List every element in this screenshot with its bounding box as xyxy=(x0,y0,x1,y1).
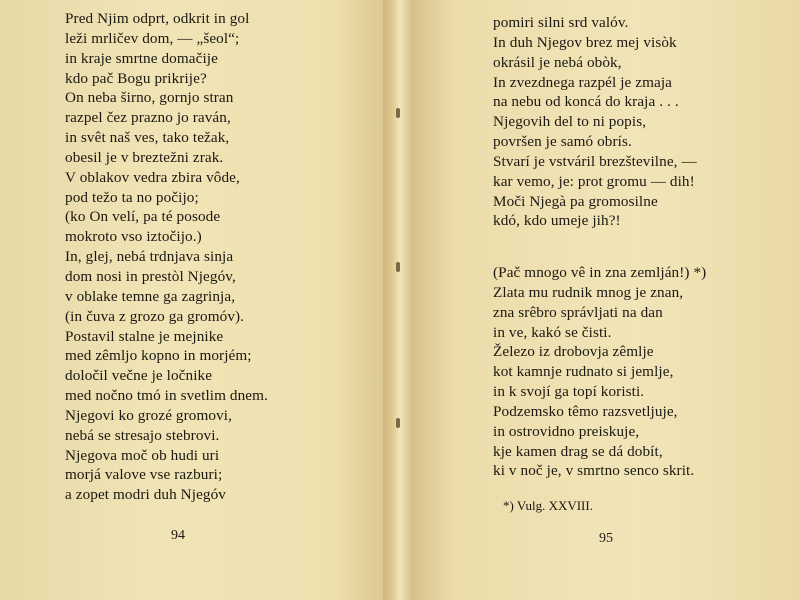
verse-line: nebá se stresajo stebrovi. xyxy=(65,426,220,444)
verse-line: Moči Njegà pa gromosilne xyxy=(493,192,658,210)
verse-line: obesil je v breztežni zrak. xyxy=(65,148,224,166)
footnote: *) Vulg. XXVIII. xyxy=(503,498,593,513)
verse-line: površen je samó obrís. xyxy=(493,133,632,151)
verse-line: On neba širno, gornjo stran xyxy=(65,89,234,107)
right-page-stanza-two xyxy=(493,263,706,481)
verse-line: Stvarí je vstváril brezštevilne, — xyxy=(493,152,697,170)
verse-line: dom nosi in prestòl Njegóv, xyxy=(65,267,236,285)
verse-line: v oblake temne ga zagrinja, xyxy=(65,287,236,305)
verse-line: (Pač mnogo vê in zna zemlján!) *) xyxy=(493,264,707,281)
verse-line: med zêmljo kopno in morjém; xyxy=(65,347,252,365)
verse-line: kar vemo, je: prot gromu — dih! xyxy=(493,172,695,190)
verse-line: in ostrovidno preiskuje, xyxy=(493,422,640,440)
verse-line: Njegova moč ob hudi uri xyxy=(65,446,220,464)
verse-line: na nebu od koncá do kraja . . . xyxy=(493,93,679,111)
verse-line: zna srêbro správljati na dan xyxy=(493,303,663,321)
verse-line: In zvezdnega razpél je zmaja xyxy=(493,73,673,91)
verse-line: leži mrličev dom, — „šeol“; xyxy=(65,29,240,47)
binding-stitch xyxy=(396,418,400,428)
binding-stitch xyxy=(396,108,400,118)
verse-line: in k svojí ga topí koristi. xyxy=(493,383,645,401)
verse-line: kje kamen drag se dá dobít, xyxy=(493,442,663,460)
verse-line: kdó, kdo umeje jih?! xyxy=(493,212,621,230)
verse-line: ki v noč je, v smrtno senco skrit. xyxy=(493,462,695,480)
verse-line: kot kamnje rudnato si jemlje, xyxy=(493,363,674,381)
verse-line: In, glej, nebá trdnjava sinja xyxy=(65,248,234,266)
verse-line: Železo iz drobovja zêmlje xyxy=(493,343,654,361)
verse-line: (in čuva z grozo ga gromóv). xyxy=(65,307,245,325)
binding-stitch xyxy=(396,262,400,272)
verse-line: in kraje smrtne domačije xyxy=(65,49,218,67)
verse-line: morjá valove vse razburi; xyxy=(65,466,223,484)
right-page-stanza-one xyxy=(493,13,697,231)
verse-line: In duh Njegov brez mej visòk xyxy=(493,33,677,51)
verse-line: razpel čez prazno jo raván, xyxy=(65,109,231,127)
verse-line: med nočno tmó in svetlim dnem. xyxy=(65,387,268,405)
verse-line: mokroto vso iztočijo.) xyxy=(65,228,202,246)
verse-line: Podzemsko têmo razsvetljuje, xyxy=(493,402,678,420)
left-page-verse xyxy=(65,9,268,505)
verse-line: Postavil stalne je mejnike xyxy=(65,327,224,345)
verse-line: Njegovi ko grozé gromovi, xyxy=(65,406,232,424)
verse-line: pomiri silni srd valóv. xyxy=(493,14,629,31)
right-page-number: 95 xyxy=(599,531,613,546)
verse-line: in ve, kakó se čisti. xyxy=(493,323,612,341)
verse-line: kdo pač Bogu prikrije? xyxy=(65,69,207,87)
verse-line: pod težo ta no počijo; xyxy=(65,188,199,206)
book-gutter xyxy=(383,0,413,600)
left-page-number: 94 xyxy=(171,528,185,543)
verse-line: določil večne je ločnike xyxy=(65,367,213,385)
verse-line: (ko On velí, pa té posode xyxy=(65,208,221,226)
verse-line: Pred Njim odprt, odkrit in gol xyxy=(65,10,250,27)
verse-line: okrásil je nebá obòk, xyxy=(493,53,622,71)
verse-line: Zlata mu rudnik mnog je znan, xyxy=(493,283,684,301)
verse-line: in svêt naš ves, tako težak, xyxy=(65,129,230,147)
verse-line: a zopet modri duh Njegóv xyxy=(65,486,226,504)
verse-line: V oblakov vedra zbira vôde, xyxy=(65,168,240,186)
verse-line: Njegovih del to ni popis, xyxy=(493,113,647,131)
